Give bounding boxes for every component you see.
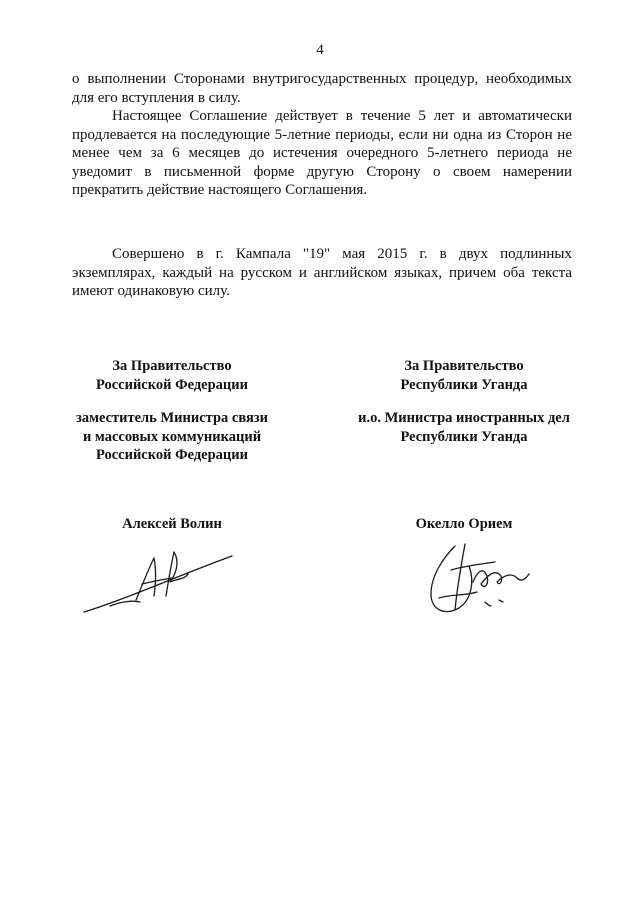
paragraph-continuation [72,70,572,107]
paragraph-term [72,107,572,200]
signer-title-line-3: Российской Федерации [95,447,248,463]
page-number: 4 [316,42,324,58]
paragraph-done-at-text: Совершено в г. Кампала "19" мая 2015 г. в двух подлинных экземплярах, каждый на русском и английском языках, причем оба текста имеют одинаковую силу. [72,246,572,299]
handwritten-signature-uganda [425,536,535,620]
paragraph-continuation-text: о выполнении Сторонами внутригосударственных процедур, необходимых для его вступления в силу. [72,71,572,106]
paragraph-done-at [72,245,572,301]
handwritten-signature-russia [80,544,240,616]
signature-block-russia [52,357,292,465]
paragraph-term-text: Настоящее Соглашение действует в течение 5 лет и автоматически продлевается на последующие 5-летние периоды, если ни одна из Сторон не менее чем за 6 месяцев до истечения очередного 5-летнего периода не уведомит в письменной форме другую Сторону о своем намерении прекратить действие настоящего Соглашения. [72,108,572,198]
signer-title-line-2: Республики Уганда [400,428,528,445]
for-government-line-2: Российской Федерации [95,376,248,393]
signer-title-line-1: и.о. Министра иностранных дел [358,410,570,426]
signer-title-line-1: заместитель Министра связи [76,410,268,426]
signer-name-uganda: Окелло Орием [415,516,513,532]
for-government-line-1: За Правительство [112,358,232,374]
signer-name-russia: Алексей Волин [122,516,222,532]
for-government-line-2: Республики Уганда [400,376,528,393]
signature-block-uganda [344,357,584,446]
for-government-line-1: За Правительство [404,358,524,374]
signer-title-line-2: и массовых коммуникаций [82,428,262,445]
